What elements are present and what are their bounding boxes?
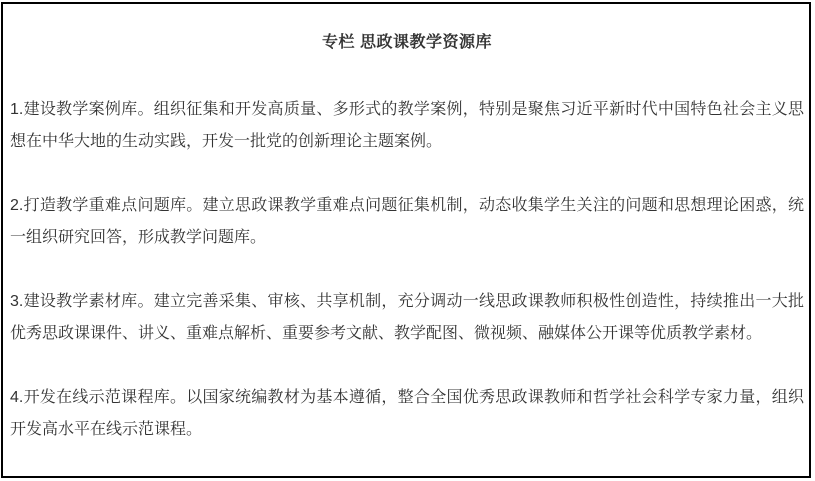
paragraph-online-demo-course-library: 4.开发在线示范课程库。以国家统编教材为基本遵循，整合全国优秀思政课教师和哲学社会科学专家力量，组织开发高水平在线示范课程。 (10, 389, 804, 438)
paragraph-key-difficult-question-library: 2.打造教学重难点问题库。建立思政课教学重难点问题征集机制，动态收集学生关注的问题和思想理论困惑，统一组织研究回答，形成教学问题库。 (10, 197, 804, 246)
panel-title: 专栏 思政课教学资源库 (322, 34, 492, 51)
special-column-panel (1, 2, 811, 478)
paragraph-teaching-material-library: 3.建设教学素材库。建立完善采集、审核、共享机制，充分调动一线思政课教师积极性创造性，持续推出一大批优秀思政课课件、讲义、重难点解析、重要参考文献、教学配图、微视频、融媒体公开课等优质教学素材。 (10, 293, 804, 342)
paragraph-teaching-case-library: 1.建设教学案例库。组织征集和开发高质量、多形式的教学案例，特别是聚焦习近平新时代中国特色社会主义思想在中华大地的生动实践，开发一批党的创新理论主题案例。 (10, 101, 804, 150)
